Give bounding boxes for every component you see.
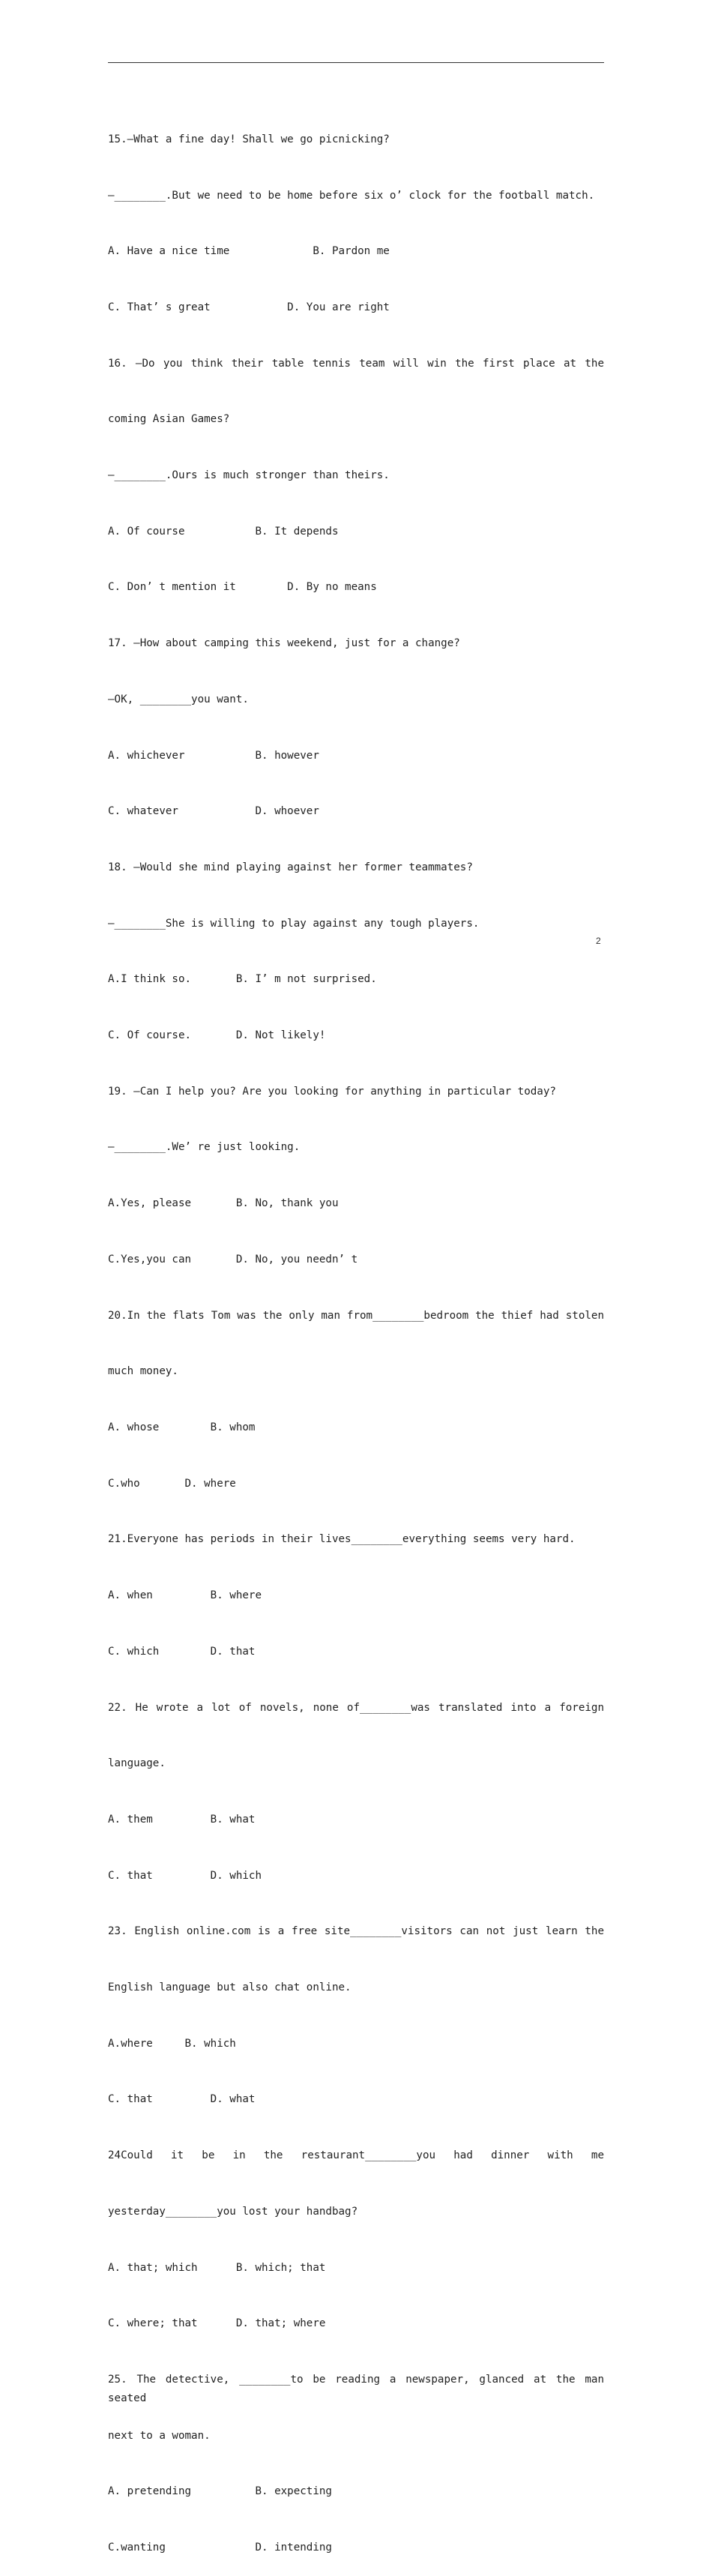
question-20-stem-line-2: much money. (108, 1365, 178, 1378)
question-15-stem: 15.—What a fine day! Shall we go picnicking? (108, 133, 390, 145)
question-25-options-cd: C.wanting D. intending (108, 2542, 332, 2554)
question-23-stem-line-2: English language but also chat online. (108, 1981, 352, 1994)
question-22-options-cd: C. that D. which (108, 1869, 262, 1882)
question-18-options-ab: A.I think so. B. I’ m not surprised. (108, 973, 377, 986)
header-rule (108, 62, 604, 63)
question-18-stem: 18. —Would she mind playing against her former teammates? (108, 861, 473, 873)
question-22-options-ab: A. them B. what (108, 1813, 256, 1826)
question-18-response: —________She is willing to play against any tough players. (108, 917, 480, 930)
question-19-options-cd: C.Yes,you can D. No, you needn’ t (108, 1253, 358, 1266)
question-25-stem-line-2: next to a woman. (108, 2429, 211, 2442)
question-16-response: —________.Ours is much stronger than theirs. (108, 469, 390, 482)
question-25-stem-line-1: 25. The detective, ________to be reading a newspaper, glanced at the man seated (108, 2373, 604, 2404)
question-22-stem-line-1: 22. He wrote a lot of novels, none of________was translated into a foreign (108, 1701, 604, 1714)
question-20-options-ab: A. whose B. whom (108, 1421, 256, 1433)
question-20-options-cd: C.who D. where (108, 1477, 236, 1490)
question-16-stem-line-2: coming Asian Games? (108, 413, 230, 426)
question-20-stem-line-1: 20.In the flats Tom was the only man from________bedroom the thief had stolen (108, 1309, 604, 1322)
question-19-options-ab: A.Yes, please B. No, thank you (108, 1197, 339, 1210)
question-17-options-cd: C. whatever D. whoever (108, 805, 319, 818)
question-15-response: —________.But we need to be home before six o’ clock for the football match. (108, 189, 595, 202)
question-22-stem-line-2: language. (108, 1757, 166, 1770)
question-23-stem-line-1: 23. English online.com is a free site________visitors can not just learn the (108, 1925, 604, 1938)
question-21-options-ab: A. when B. where (108, 1589, 262, 1602)
question-19-response: —________.We’ re just looking. (108, 1141, 301, 1154)
question-16-options-cd: C. Don’ t mention it D. By no means (108, 581, 377, 594)
question-16-options-ab: A. Of course B. It depends (108, 525, 339, 538)
question-17-response: —OK, ________you want. (108, 693, 249, 705)
question-23-options-ab: A.where B. which (108, 2037, 236, 2050)
question-21-stem: 21.Everyone has periods in their lives________everything seems very hard. (108, 1533, 576, 1546)
question-21-options-cd: C. which D. that (108, 1645, 256, 1658)
page-number: 2 (596, 936, 601, 946)
question-19-stem: 19. —Can I help you? Are you looking for anything in particular today? (108, 1085, 556, 1098)
question-24-stem-line-2: yesterday________you lost your handbag? (108, 2205, 358, 2218)
question-15-options-ab: A. Have a nice time B. Pardon me (108, 245, 390, 258)
question-23-options-cd: C. that D. what (108, 2093, 256, 2106)
question-25-options-ab: A. pretending B. expecting (108, 2485, 332, 2498)
exam-questions (108, 93, 604, 2576)
question-24-options-ab: A. that; which B. which; that (108, 2261, 326, 2274)
question-24-stem-line-1: 24Could it be in the restaurant________you had dinner with me (108, 2149, 604, 2162)
question-15-options-cd: C. That’ s great D. You are right (108, 301, 390, 313)
question-24-options-cd: C. where; that D. that; where (108, 2317, 326, 2330)
question-18-options-cd: C. Of course. D. Not likely! (108, 1029, 326, 1042)
question-17-options-ab: A. whichever B. however (108, 749, 319, 762)
question-16-stem-line-1: 16. —Do you think their table tennis team will win the first place at the (108, 357, 604, 370)
question-17-stem: 17. —How about camping this weekend, just for a change? (108, 637, 460, 650)
